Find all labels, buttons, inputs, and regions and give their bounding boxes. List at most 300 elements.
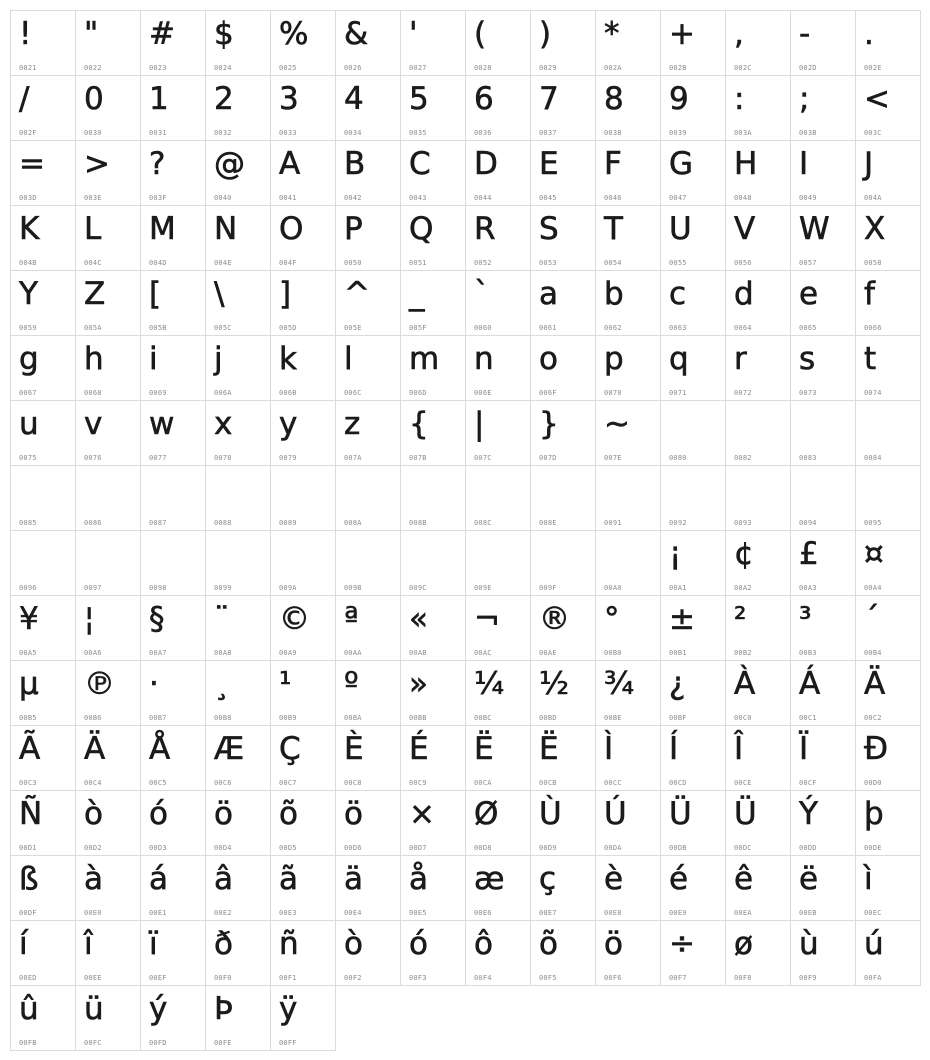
glyph-cell	[530, 465, 596, 531]
glyph-cell	[855, 140, 921, 206]
glyph-char: Ä	[84, 731, 106, 767]
glyph-cell	[10, 725, 76, 791]
glyph-codepoint: 00D2	[84, 844, 102, 852]
glyph-char: ¢	[734, 536, 754, 572]
glyph-cell	[660, 725, 726, 791]
glyph-codepoint: 00F6	[604, 974, 622, 982]
glyph-cell	[855, 595, 921, 661]
glyph-codepoint: 00EA	[734, 909, 752, 917]
glyph-char: ¡	[669, 536, 682, 572]
glyph-codepoint: 005E	[344, 324, 362, 332]
glyph-codepoint: 00BC	[474, 714, 492, 722]
glyph-cell	[270, 855, 336, 921]
glyph-codepoint: 00E7	[539, 909, 557, 917]
glyph-cell	[335, 140, 401, 206]
glyph-char: ×	[409, 796, 435, 832]
glyph-cell	[335, 660, 401, 726]
glyph-codepoint: 0087	[149, 519, 167, 527]
glyph-codepoint: 00B8	[214, 714, 232, 722]
glyph-char: µ	[19, 666, 39, 702]
glyph-char: Æ	[214, 731, 245, 767]
glyph-char: ´	[864, 601, 880, 637]
glyph-cell	[660, 660, 726, 726]
glyph-cell	[270, 140, 336, 206]
glyph-char: =	[19, 146, 45, 182]
glyph-char: {	[409, 406, 429, 442]
glyph-cell	[10, 920, 76, 986]
glyph-char: è	[604, 861, 624, 897]
glyph-codepoint: 0099	[214, 584, 232, 592]
glyph-char: Ä	[864, 666, 886, 702]
glyph-cell	[855, 400, 921, 466]
glyph-codepoint: 0082	[734, 454, 752, 462]
glyph-char: J	[864, 146, 874, 182]
glyph-codepoint: 00CE	[734, 779, 752, 787]
glyph-char: ü	[84, 991, 104, 1027]
glyph-cell	[335, 595, 401, 661]
glyph-codepoint: 00B3	[799, 649, 817, 657]
glyph-cell	[75, 75, 141, 141]
glyph-char: &	[344, 16, 369, 52]
glyph-cell	[75, 985, 141, 1051]
glyph-cell	[270, 205, 336, 271]
glyph-cell	[270, 790, 336, 856]
glyph-char: §	[149, 601, 165, 637]
glyph-codepoint: 002D	[799, 64, 817, 72]
glyph-char: q	[669, 341, 689, 377]
glyph-cell	[465, 790, 531, 856]
glyph-cell	[270, 660, 336, 726]
glyph-codepoint: 0052	[474, 259, 492, 267]
glyph-codepoint: 00D3	[149, 844, 167, 852]
glyph-char: 1	[149, 81, 169, 117]
glyph-cell	[530, 140, 596, 206]
glyph-char: ú	[864, 926, 884, 962]
glyph-codepoint: 0061	[539, 324, 557, 332]
glyph-codepoint: 00F4	[474, 974, 492, 982]
glyph-codepoint: 0064	[734, 324, 752, 332]
glyph-cell	[205, 595, 271, 661]
glyph-char: Ú	[604, 796, 627, 832]
glyph-codepoint: 0045	[539, 194, 557, 202]
glyph-cell	[855, 790, 921, 856]
glyph-char: £	[799, 536, 819, 572]
glyph-codepoint: 0075	[19, 454, 37, 462]
glyph-codepoint: 0027	[409, 64, 427, 72]
glyph-cell	[530, 660, 596, 726]
glyph-cell	[855, 75, 921, 141]
glyph-cell	[270, 10, 336, 76]
glyph-codepoint: 0077	[149, 454, 167, 462]
glyph-codepoint: 0050	[344, 259, 362, 267]
glyph-codepoint: 00D0	[864, 779, 882, 787]
glyph-char: «	[409, 601, 428, 637]
glyph-char: z	[344, 406, 361, 442]
glyph-codepoint: 00FA	[864, 974, 882, 982]
glyph-char: ¤	[864, 536, 884, 572]
glyph-codepoint: 0086	[84, 519, 102, 527]
glyph-char: ~	[604, 406, 630, 442]
glyph-codepoint: 00A7	[149, 649, 167, 657]
glyph-cell	[10, 205, 76, 271]
glyph-cell	[595, 205, 661, 271]
glyph-cell	[400, 855, 466, 921]
glyph-char: Í	[669, 731, 679, 767]
glyph-char: 5	[409, 81, 429, 117]
glyph-codepoint: 008C	[474, 519, 492, 527]
glyph-cell	[10, 270, 76, 336]
glyph-codepoint: 0038	[604, 129, 622, 137]
glyph-char: \	[214, 276, 225, 312]
glyph-codepoint: 0072	[734, 389, 752, 397]
glyph-codepoint: 0080	[669, 454, 687, 462]
glyph-codepoint: 0026	[344, 64, 362, 72]
glyph-char: Ë	[539, 731, 559, 767]
glyph-cell	[10, 855, 76, 921]
glyph-cell	[595, 400, 661, 466]
glyph-codepoint: 00F2	[344, 974, 362, 982]
glyph-cell	[140, 205, 206, 271]
glyph-char: a	[539, 276, 558, 312]
glyph-codepoint: 0051	[409, 259, 427, 267]
glyph-char: c	[669, 276, 687, 312]
glyph-char: ö	[344, 796, 363, 832]
glyph-char: U	[669, 211, 692, 247]
glyph-char: Ã	[19, 731, 41, 767]
glyph-cell	[400, 465, 466, 531]
glyph-char: 9	[669, 81, 689, 117]
glyph-cell	[595, 335, 661, 401]
glyph-codepoint: 00FF	[279, 1039, 297, 1047]
glyph-codepoint: 0032	[214, 129, 232, 137]
glyph-cell	[75, 660, 141, 726]
glyph-codepoint: 00A8	[214, 649, 232, 657]
glyph-char: ì	[864, 861, 873, 897]
glyph-char: H	[734, 146, 758, 182]
glyph-char: d	[734, 276, 754, 312]
glyph-cell	[75, 270, 141, 336]
glyph-codepoint: 00DD	[799, 844, 817, 852]
glyph-cell	[530, 790, 596, 856]
glyph-char: S	[539, 211, 559, 247]
glyph-codepoint: 0034	[344, 129, 362, 137]
glyph-char: <	[864, 81, 890, 117]
glyph-codepoint: 00EC	[864, 909, 882, 917]
glyph-char: á	[149, 861, 168, 897]
glyph-char: õ	[539, 926, 558, 962]
glyph-char: F	[604, 146, 622, 182]
glyph-cell	[530, 335, 596, 401]
glyph-cell	[10, 140, 76, 206]
glyph-char: ý	[149, 991, 168, 1027]
glyph-codepoint: 002C	[734, 64, 752, 72]
glyph-char: L	[84, 211, 102, 247]
glyph-char: T	[604, 211, 623, 247]
glyph-codepoint: 00CA	[474, 779, 492, 787]
glyph-codepoint: 00A2	[734, 584, 752, 592]
glyph-codepoint: 0070	[604, 389, 622, 397]
glyph-codepoint: 00C6	[214, 779, 232, 787]
glyph-char: I	[799, 146, 809, 182]
glyph-cell	[140, 855, 206, 921]
glyph-codepoint: 007C	[474, 454, 492, 462]
glyph-cell	[335, 465, 401, 531]
glyph-char: ¸	[214, 666, 230, 702]
glyph-cell	[140, 140, 206, 206]
glyph-cell	[660, 10, 726, 76]
glyph-codepoint: 0029	[539, 64, 557, 72]
glyph-char: )	[539, 16, 552, 52]
glyph-cell	[790, 335, 856, 401]
glyph-cell	[530, 595, 596, 661]
glyph-cell	[335, 75, 401, 141]
glyph-char: n	[474, 341, 494, 377]
glyph-codepoint: 00E1	[149, 909, 167, 917]
glyph-char: ^	[344, 276, 370, 312]
glyph-cell	[855, 530, 921, 596]
glyph-codepoint: 00FE	[214, 1039, 232, 1047]
glyph-cell	[660, 335, 726, 401]
glyph-codepoint: 004F	[279, 259, 297, 267]
glyph-cell	[530, 920, 596, 986]
glyph-codepoint: 0037	[539, 129, 557, 137]
glyph-codepoint: 00A3	[799, 584, 817, 592]
glyph-codepoint: 00F3	[409, 974, 427, 982]
glyph-char: .	[864, 16, 874, 52]
glyph-cell	[725, 920, 791, 986]
glyph-cell	[75, 465, 141, 531]
glyph-char: ö	[214, 796, 233, 832]
glyph-cell	[75, 530, 141, 596]
glyph-cell	[595, 920, 661, 986]
glyph-cell	[595, 10, 661, 76]
glyph-char: Î	[734, 731, 744, 767]
glyph-cell	[530, 530, 596, 596]
glyph-codepoint: 0065	[799, 324, 817, 332]
glyph-codepoint: 00F0	[214, 974, 232, 982]
glyph-char: Z	[84, 276, 106, 312]
glyph-cell	[595, 530, 661, 596]
glyph-codepoint: 0071	[669, 389, 687, 397]
glyph-cell	[790, 595, 856, 661]
glyph-char: o	[539, 341, 558, 377]
glyph-cell	[595, 595, 661, 661]
glyph-cell	[335, 10, 401, 76]
glyph-char: W	[799, 211, 830, 247]
glyph-char: þ	[864, 796, 884, 832]
glyph-cell	[790, 920, 856, 986]
glyph-cell	[140, 530, 206, 596]
glyph-codepoint: 0057	[799, 259, 817, 267]
glyph-cell	[725, 855, 791, 921]
glyph-codepoint: 002F	[19, 129, 37, 137]
glyph-codepoint: 005D	[279, 324, 297, 332]
glyph-cell	[205, 400, 271, 466]
glyph-codepoint: 0094	[799, 519, 817, 527]
glyph-char: *	[604, 16, 620, 52]
glyph-char: h	[84, 341, 104, 377]
glyph-cell	[790, 660, 856, 726]
glyph-char: ¥	[19, 601, 39, 637]
glyph-cell	[75, 790, 141, 856]
glyph-cell	[725, 595, 791, 661]
glyph-cell	[400, 335, 466, 401]
glyph-cell	[790, 205, 856, 271]
glyph-cell	[205, 205, 271, 271]
glyph-char: r	[734, 341, 747, 377]
glyph-codepoint: 00C3	[19, 779, 37, 787]
glyph-char: l	[344, 341, 353, 377]
glyph-codepoint: 0024	[214, 64, 232, 72]
glyph-cell	[205, 10, 271, 76]
glyph-cell	[140, 660, 206, 726]
glyph-cell	[465, 140, 531, 206]
glyph-cell	[400, 920, 466, 986]
glyph-codepoint: 00FB	[19, 1039, 37, 1047]
glyph-codepoint: 0097	[84, 584, 102, 592]
glyph-cell	[270, 985, 336, 1051]
glyph-codepoint: 00BE	[604, 714, 622, 722]
glyph-codepoint: 008B	[409, 519, 427, 527]
glyph-codepoint: 00D9	[539, 844, 557, 852]
glyph-codepoint: 0040	[214, 194, 232, 202]
glyph-cell	[530, 10, 596, 76]
glyph-char: ï	[149, 926, 158, 962]
glyph-char: k	[279, 341, 297, 377]
glyph-codepoint: 0096	[19, 584, 37, 592]
glyph-cell	[140, 725, 206, 791]
glyph-codepoint: 00A4	[864, 584, 882, 592]
glyph-char: ¬	[474, 601, 500, 637]
glyph-char: 8	[604, 81, 624, 117]
glyph-codepoint: 0035	[409, 129, 427, 137]
glyph-codepoint: 006A	[214, 389, 232, 397]
glyph-codepoint: 0067	[19, 389, 37, 397]
glyph-cell	[855, 465, 921, 531]
glyph-char: t	[864, 341, 877, 377]
glyph-cell	[595, 140, 661, 206]
glyph-codepoint: 0055	[669, 259, 687, 267]
glyph-char: 7	[539, 81, 559, 117]
glyph-codepoint: 004C	[84, 259, 102, 267]
glyph-cell	[465, 10, 531, 76]
glyph-char: »	[409, 666, 428, 702]
glyph-cell	[205, 335, 271, 401]
glyph-char: V	[734, 211, 756, 247]
glyph-cell	[595, 790, 661, 856]
glyph-codepoint: 00D8	[474, 844, 492, 852]
glyph-codepoint: 00FD	[149, 1039, 167, 1047]
glyph-char: "	[84, 16, 99, 52]
glyph-cell	[140, 270, 206, 336]
glyph-codepoint: 0054	[604, 259, 622, 267]
glyph-cell	[790, 530, 856, 596]
glyph-codepoint: 00E4	[344, 909, 362, 917]
glyph-codepoint: 0093	[734, 519, 752, 527]
glyph-char: K	[19, 211, 40, 247]
glyph-cell	[595, 465, 661, 531]
glyph-char: R	[474, 211, 496, 247]
glyph-codepoint: 0021	[19, 64, 37, 72]
glyph-codepoint: 00E2	[214, 909, 232, 917]
glyph-cell	[660, 855, 726, 921]
glyph-cell	[270, 75, 336, 141]
glyph-char: ÿ	[279, 991, 298, 1027]
glyph-codepoint: 0074	[864, 389, 882, 397]
glyph-codepoint: 008A	[344, 519, 362, 527]
glyph-codepoint: 00F8	[734, 974, 752, 982]
glyph-cell	[595, 855, 661, 921]
glyph-cell	[75, 400, 141, 466]
glyph-cell	[465, 335, 531, 401]
glyph-char: Þ	[214, 991, 233, 1027]
glyph-codepoint: 00D5	[279, 844, 297, 852]
glyph-codepoint: 00B2	[734, 649, 752, 657]
glyph-cell	[790, 855, 856, 921]
glyph-codepoint: 00FC	[84, 1039, 102, 1047]
glyph-char: Đ	[864, 731, 889, 767]
glyph-cell	[335, 335, 401, 401]
glyph-codepoint: 0030	[84, 129, 102, 137]
glyph-codepoint: 002B	[669, 64, 687, 72]
glyph-codepoint: 00EE	[84, 974, 102, 982]
glyph-char: ¦	[84, 601, 95, 637]
glyph-char: å	[409, 861, 428, 897]
glyph-cell	[75, 140, 141, 206]
glyph-cell	[530, 855, 596, 921]
glyph-char: ©	[279, 601, 310, 637]
glyph-char: Ù	[539, 796, 562, 832]
glyph-cell	[530, 270, 596, 336]
glyph-char: ö	[604, 926, 623, 962]
glyph-codepoint: 0041	[279, 194, 297, 202]
glyph-char: Q	[409, 211, 434, 247]
glyph-codepoint: 005B	[149, 324, 167, 332]
glyph-char: °	[604, 601, 620, 637]
glyph-codepoint: 007B	[409, 454, 427, 462]
glyph-codepoint: 00B5	[19, 714, 37, 722]
glyph-codepoint: 005F	[409, 324, 427, 332]
glyph-cell	[10, 985, 76, 1051]
glyph-char: $	[214, 16, 234, 52]
glyph-char: w	[149, 406, 175, 442]
glyph-codepoint: 0056	[734, 259, 752, 267]
glyph-cell	[140, 985, 206, 1051]
glyph-char: 3	[279, 81, 299, 117]
glyph-cell	[335, 725, 401, 791]
glyph-cell	[660, 595, 726, 661]
glyph-codepoint: 00A0	[604, 584, 622, 592]
glyph-codepoint: 00D1	[19, 844, 37, 852]
glyph-codepoint: 0085	[19, 519, 37, 527]
glyph-cell	[140, 595, 206, 661]
glyph-char: Ø	[474, 796, 499, 832]
glyph-codepoint: 00ED	[19, 974, 37, 982]
glyph-cell	[400, 140, 466, 206]
glyph-cell	[10, 10, 76, 76]
glyph-codepoint: 00BB	[409, 714, 427, 722]
glyph-cell	[530, 400, 596, 466]
glyph-codepoint: 00F1	[279, 974, 297, 982]
glyph-char: ç	[539, 861, 557, 897]
glyph-codepoint: 0068	[84, 389, 102, 397]
glyph-cell	[725, 205, 791, 271]
glyph-cell	[400, 205, 466, 271]
glyph-cell	[595, 660, 661, 726]
glyph-cell	[205, 920, 271, 986]
glyph-codepoint: 00C4	[84, 779, 102, 787]
glyph-cell	[465, 855, 531, 921]
